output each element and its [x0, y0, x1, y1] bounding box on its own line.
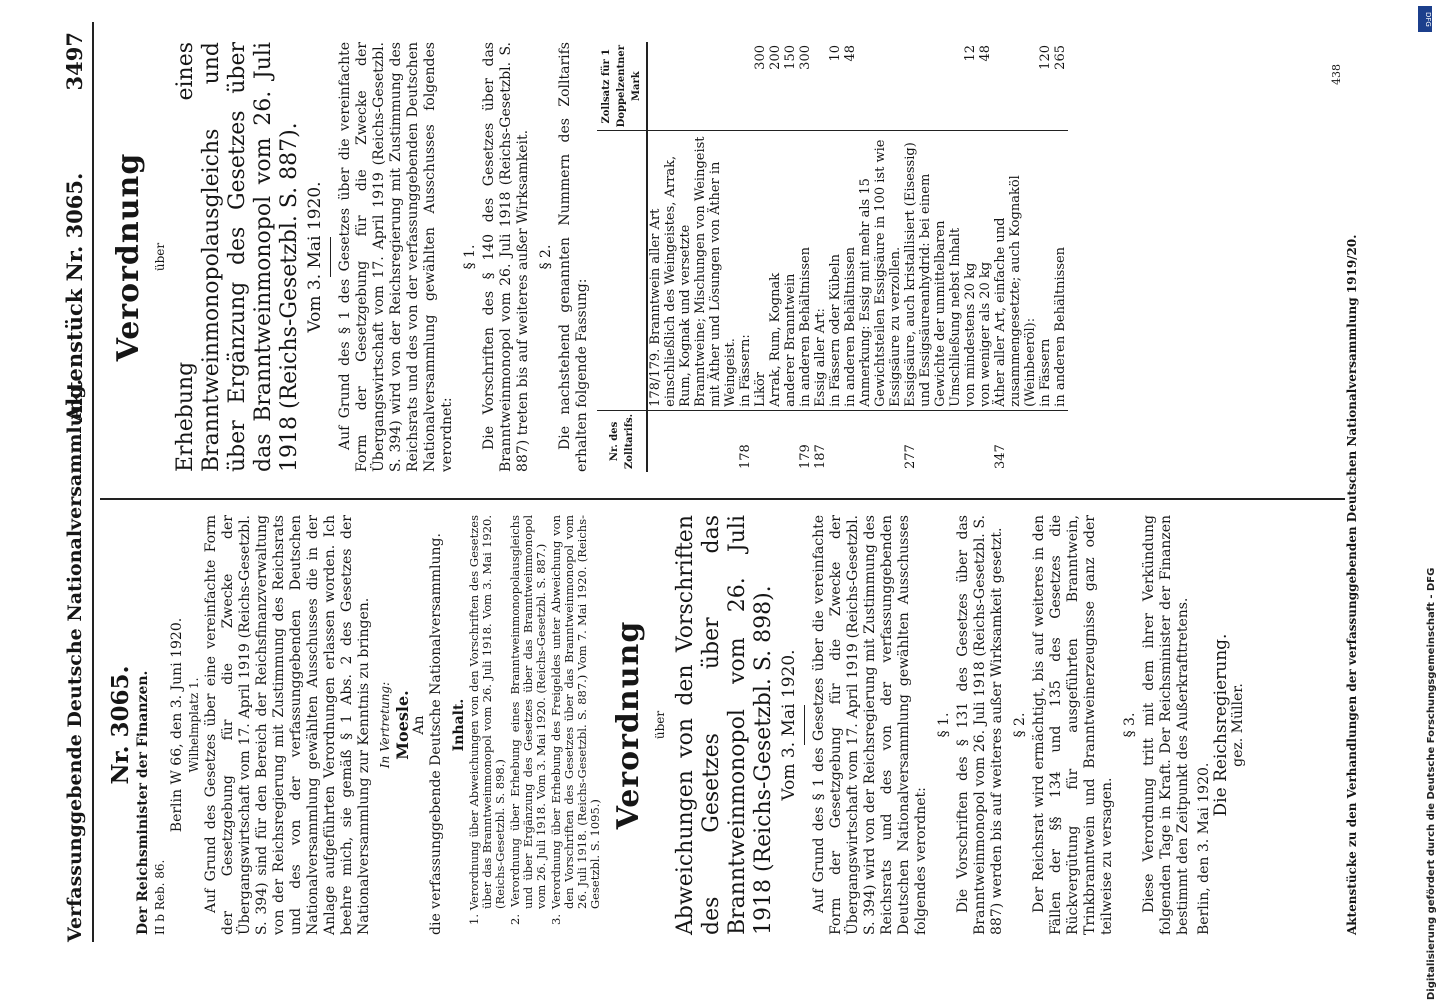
- column-header-rate: Zollsatz für 1 Doppelzentner Mark: [597, 42, 647, 131]
- tariff-rate-cell: 48: [843, 42, 858, 131]
- section-1-text: Die Vorschriften des § 140 des Gesetzes über das Branntweinmonopol vom 26. Juli 1918 (Reichs-Gesetzbl. S. 887) treten bis auf weiteres außer Wirksamkeit.: [481, 42, 531, 472]
- tariff-description-cell: Likör: [753, 372, 768, 407]
- tariff-rate-cell: 12: [963, 42, 978, 131]
- tariff-number-cell: [978, 410, 993, 472]
- tariff-description-cell: in anderen Behältnissen: [843, 246, 858, 407]
- tariff-number-cell: [647, 410, 738, 472]
- tariff-table: [597, 42, 1068, 472]
- ordinance-ueber: über: [653, 710, 667, 740]
- tariff-number-cell: 187: [813, 410, 828, 472]
- digitization-credit: Digitalisierung gefördert durch die Deutsche Forschungsgemeinschaft - DFG: [1426, 567, 1437, 1000]
- running-header: [60, 22, 94, 942]
- tariff-description-cell: Äther aller Art, einfache und zusammengesetzte; auch Kognaköl (Weinbeeröl):: [993, 175, 1038, 407]
- reference: II b Reb. 86.: [153, 859, 167, 935]
- header-document-number: Aktenstück Nr. 3065.: [62, 172, 87, 422]
- tariff-description-cell: Essigsäure, auch kristallisiert (Eisessig) und Essigsäureanhydrid: bei einem Gewichte der unmittelbaren Umschließung nebst Inhalt: [903, 142, 963, 407]
- tariff-description-cell: in anderen Behältnissen: [1053, 246, 1068, 407]
- table-row: [738, 42, 753, 472]
- section-1-label: § 1.: [462, 244, 478, 270]
- ordinance-intro: Auf Grund des § 1 des Gesetzes über die vereinfachte Form der Gesetzgebung für die Zwecke der Übergangswirtschaft vom 17. April 1919 (Reichs-Gesetzbl. S. 394) wird von der Reichsregierung mit Zustimmung des Reichsrats und des von der verfassunggebenden Deutschen Nationalversammlung gewählten Ausschusses folgendes verordnet:: [337, 42, 455, 472]
- tariff-number-cell: [768, 410, 783, 472]
- section-3-label: § 3.: [1122, 712, 1138, 738]
- tariff-number-cell: [828, 410, 843, 472]
- table-row: [963, 42, 978, 472]
- document-number: Nr. 3065.: [107, 665, 134, 785]
- section-2-label: § 2.: [1012, 712, 1028, 738]
- tariff-number-cell: 179: [798, 410, 813, 472]
- sender: Der Reichsminister der Finanzen.: [135, 670, 151, 935]
- cover-letter-body: Auf Grund des Gesetzes über eine vereinfachte Form der Gesetzgebung für die Zwecke der Übergangswirtschaft vom 17. April 1919 (Reichs-Gesetzbl. S. 394) sind für den Bereich der Reichsfinanzverwaltung von der Reichsregierung mit Zustimmung des Reichsrats und des von der verfassunggebenden Deutschen Nationalversammlung gewählten Ausschusses die in der Anlage aufgeführten Verordnungen erlassen worden. Ich beehre mich, sie gemäß § 1 Abs. 2 des Gesetzes der Nationalversammlung zur Kenntnis zu bringen.: [203, 515, 372, 935]
- header-publication: Verfassunggebende Deutsche Nationalversammlung.: [64, 378, 86, 942]
- tariff-number-cell: [858, 410, 903, 472]
- ordinance-ueber: über: [153, 242, 167, 272]
- tariff-rate-cell: [647, 42, 738, 131]
- table-row: [813, 42, 828, 472]
- table-row: [828, 42, 843, 472]
- tariff-rate-cell: [738, 42, 753, 131]
- tariff-rate-cell: 300: [798, 42, 813, 131]
- column-header-nr: Nr. des Zolltarifs.: [597, 410, 647, 472]
- tariff-rate-cell: 48: [978, 42, 993, 131]
- right-column: [112, 42, 1068, 472]
- street: Wilhelmplatz 1.: [187, 677, 201, 773]
- tariff-description-cell: von mindestens 20 kg: [963, 262, 978, 407]
- tariff-rate-cell: [903, 42, 963, 131]
- ordinance-intro: Auf Grund des § 1 des Gesetzes über die vereinfachte Form der Gesetzgebung für die Zwecke der Übergangswirtschaft vom 17. April 1919 (Reichs-Gesetzbl. S. 394) wird von der Reichsregierung mit Zustimmung des Reichsrats und des von der verfassunggebenden Deutschen Nationalversammlung gewählten Ausschusses folgendes verordnet:: [811, 515, 929, 935]
- tariff-description-cell: Anmerkung: Essig mit mehr als 15 Gewichtsteilen Essigsäure in 100 ist wie Essigsäure zu verzollen.: [858, 139, 903, 407]
- tariff-rate-cell: [993, 42, 1038, 131]
- closing-signature: gez. Müller.: [1230, 683, 1246, 767]
- table-row: [798, 42, 813, 472]
- toc-item: 3. Verordnung über Erhebung des Freigeldes unter Abweichung von den Vorschriften des Gesetzes über das Branntweinmonopol vom 26. Juli 1918. (Reichs-Gesetzbl. S. 887.) Vom 7. Mai 1920. (Reichs-Gesetzbl. S. 1095.): [549, 515, 602, 925]
- ordinance-title: Erhebung eines Branntweinmonopolausgleichs und über Ergänzung des Gesetzes über das Branntweinmonopol vom 26. Juli 1918 (Reichs-Gesetzbl. S. 887).: [173, 42, 302, 472]
- tariff-rate-cell: 10: [828, 42, 843, 131]
- tariff-rate-cell: 150: [783, 42, 798, 131]
- tariff-description-cell: in Fässern: [1038, 338, 1053, 407]
- header-page-number: 3497: [62, 32, 87, 91]
- table-row: [647, 42, 738, 472]
- tariff-number-cell: 347: [993, 410, 1038, 472]
- tariff-description-cell: in Fässern oder Kübeln: [828, 254, 843, 407]
- tariff-rate-cell: [813, 42, 828, 131]
- table-header-row: [597, 42, 647, 472]
- tariff-rate-cell: 265: [1053, 42, 1068, 131]
- table-row: [1038, 42, 1053, 472]
- tariff-number-cell: 277: [903, 410, 963, 472]
- ordinance-heading: Verordnung: [111, 152, 146, 362]
- tariff-description-cell: anderer Branntwein: [783, 273, 798, 407]
- table-row: [903, 42, 963, 472]
- tariff-rate-cell: 120: [1038, 42, 1053, 131]
- page-marker: 438: [1330, 64, 1343, 85]
- closing-government: Die Reichsregierung.: [1211, 633, 1231, 817]
- section-2-text: Der Reichsrat wird ermächtigt, bis auf weiteres in den Fällen der §§ 134 und 135 des Gesetzes die Rückvergütung für ausgeführten Branntwein, Trinkbranntwein und Branntweinerzeugnisse ganz oder teilweise zu versagen.: [1031, 515, 1115, 935]
- ordinance-title: Abweichungen von den Vorschriften des Gesetzes über das Branntweinmonopol vom 26. Juli 1918 (Reichs-Gesetzbl. S. 898).: [673, 515, 776, 935]
- tariff-body: [647, 42, 1068, 472]
- dfg-logo: DFG: [1418, 6, 1432, 32]
- table-row: [993, 42, 1038, 472]
- place-date: Berlin W 66, den 3. Juni 1920.: [169, 617, 185, 833]
- header-rule: [92, 22, 94, 942]
- signature-name: Moesle.: [393, 690, 412, 760]
- closing-place: Berlin, den 3. Mai 1920.: [1196, 762, 1212, 935]
- tariff-rate-cell: 300: [753, 42, 768, 131]
- table-row: [1053, 42, 1068, 472]
- tariff-rate-cell: 200: [768, 42, 783, 131]
- tariff-number-cell: [753, 410, 768, 472]
- table-row: [858, 42, 903, 472]
- toc-item: 1. Verordnung über Abweichungen von den Vorschriften des Gesetzes über das Branntweinmonopol vom 26. Juli 1918. Vom 3. Mai 1920. (Reichs-Gesetzbl. S. 898.): [467, 515, 507, 925]
- separator: [330, 237, 331, 277]
- tariff-description-cell: in Fässern:: [738, 334, 753, 407]
- ordinance-heading: Verordnung: [611, 620, 646, 830]
- column-divider: [100, 498, 1345, 500]
- tariff-description-cell: Arrak, Rum, Kognak: [768, 272, 783, 407]
- table-row: [753, 42, 768, 472]
- table-row: [768, 42, 783, 472]
- section-3-text: Diese Verordnung tritt mit dem ihrer Verkündung folgenden Tage in Kraft. Der Reichsminister der Finanzen bestimmt den Zeitpunkt des Außerkrafttretens.: [1141, 515, 1191, 935]
- tariff-rate-cell: [858, 42, 903, 131]
- ordinance-date: Vom 3. Mai 1920.: [779, 649, 799, 801]
- table-row: [783, 42, 798, 472]
- footer-source: Aktenstücke zu den Verhandlungen der verfassunggebenden Deutschen Nationalversammlung 1919/20.: [1345, 234, 1359, 935]
- left-column: [107, 515, 1247, 935]
- tariff-number-cell: 178: [738, 410, 753, 472]
- ordinance-date: Vom 3. Mai 1920.: [305, 181, 325, 333]
- address-an: An: [411, 715, 427, 735]
- tariff-description-cell: Essig aller Art:: [813, 308, 828, 407]
- section-1-label: § 1.: [936, 712, 952, 738]
- section-2-text: Die nachstehend genannten Nummern des Zolltarifs erhalten folgende Fassung:: [557, 42, 590, 472]
- section-1-text: Die Vorschriften des § 131 des Gesetzes über das Branntweinmonopol vom 26. Juli 1918 (Reichs-Gesetzbl. S. 887) werden bis auf weiteres außer Wirksamkeit gesetzt.: [955, 515, 1005, 935]
- toc-item: 2. Verordnung über Erhebung eines Branntweinmonopolausgleichs und über Ergänzung des Gesetzes über das Branntweinmonopol vom 26. Juli 1918. Vom 3. Mai 1920. (Reichs-Gesetzbl. S. 887.): [508, 515, 548, 925]
- table-row: [978, 42, 993, 472]
- signature-role: In Vertretung:: [378, 681, 392, 769]
- tariff-description-cell: in anderen Behältnissen: [798, 246, 813, 407]
- table-of-contents: [468, 515, 602, 925]
- tariff-number-cell: [1038, 410, 1053, 472]
- tariff-number-cell: [1053, 410, 1068, 472]
- address: die verfassunggebende Deutsche Nationalversammlung.: [428, 533, 444, 935]
- section-2-label: § 2.: [538, 244, 554, 270]
- table-row: [843, 42, 858, 472]
- column-header-description: [597, 131, 647, 411]
- toc-title: Inhalt.: [451, 698, 467, 752]
- tariff-number-cell: [843, 410, 858, 472]
- separator: [804, 705, 805, 745]
- tariff-description-cell: 178/179. Branntwein aller Art einschließlich des Weingeistes, Arrak, Rum, Kognak und versetzte Branntweine; Mischungen von Weingeist mit Äther und Lösungen von Äther in Weingeist.: [648, 136, 738, 407]
- tariff-number-cell: [783, 410, 798, 472]
- tariff-number-cell: [963, 410, 978, 472]
- tariff-description-cell: von weniger als 20 kg: [978, 261, 993, 407]
